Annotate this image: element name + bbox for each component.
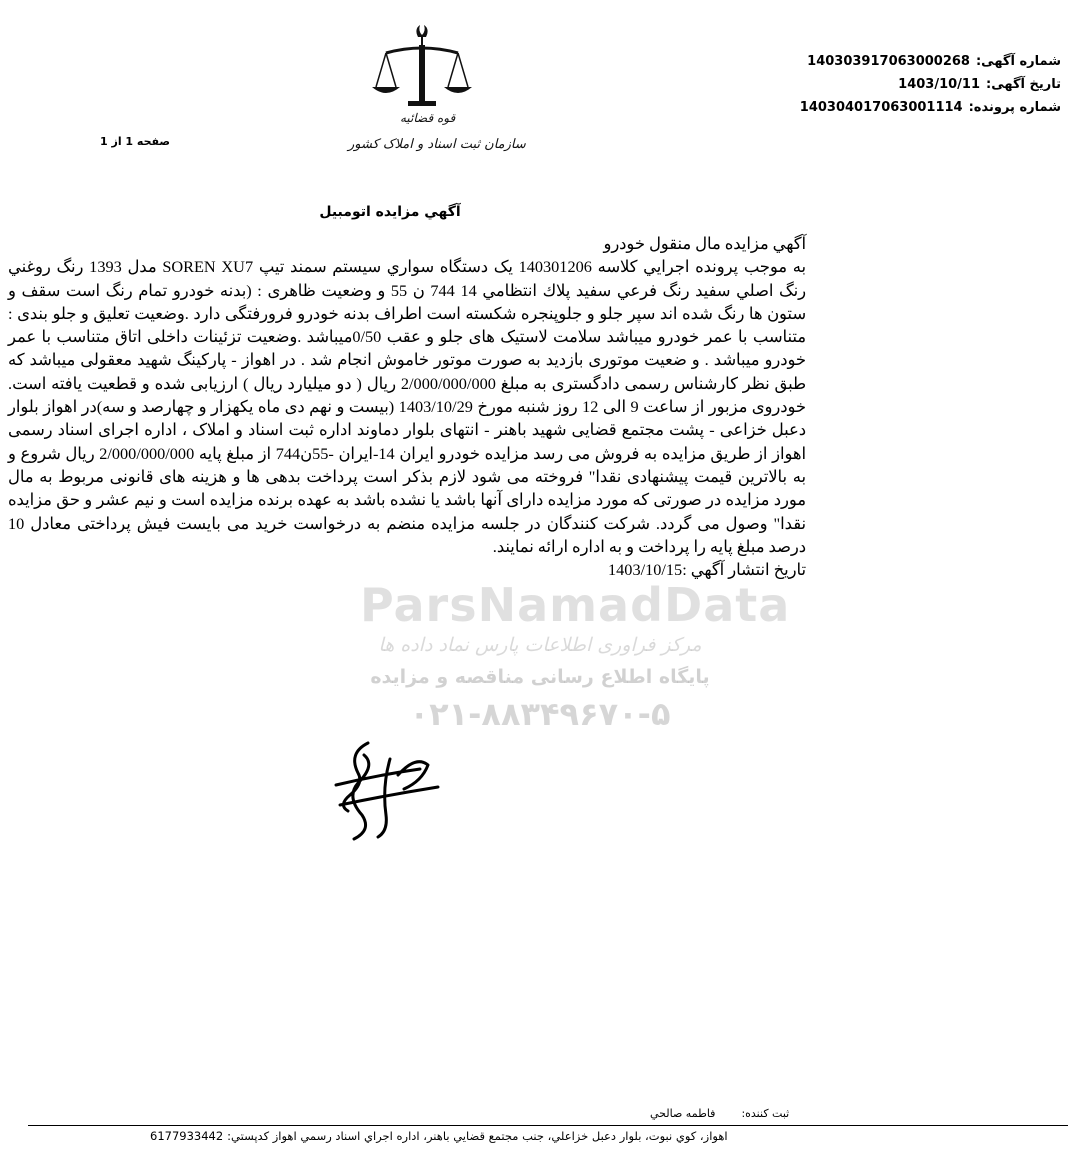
document-title: آگهي مزايده اتومبيل [319, 204, 461, 220]
emblem-line-judiciary: قوه قضائیه [400, 111, 456, 125]
scales-of-justice-icon [348, 25, 498, 125]
footer-address-text: اهواز، كوي نبوت، بلوار دعبل خزاعلي، جنب مجتمع قضايي باهنر، اداره اجراي اسناد رسمي اهواز كدپستي: [227, 1129, 728, 1143]
body-paragraph: به موجب پرونده اجرايي كلاسه 140301206 يک دستگاه سواري سيستم سمند تيپ SOREN XU7 مدل 1393 رنگ روغني رنگ اصلي سفيد رنگ فرعي سفيد پلاك انتظامي 14 744 ن 55 و وضعيت ظاهرى : (بدنه خودرو تمام رنگ است سقف و ستون ها رنگ شده اند سپر جلو و جلوپنجره شكسته است اطراف بدنه خودرو فرورفتگى دارد .وضعيت تعليق و جلو بندى : متناسب با عمر خودرو ميباشد سلامت لاستيک هاى جلو و عقب 0/50ميباشد .وضعيت تزئينات داخلى اتاق متناسب با عمر خودرو ميباشد . و ضعيت موتورى بازديد به صورت موتور خاموش انجام شد . در اهواز - پاركينگ شهيد معقولى ميباشد كه طبق نظر كارشناس رسمى دادگسترى به مبلغ 2/000/000/000 ريال ( دو ميليارد ريال ) ارزيابى شده و قطعيت يافته است. خودروى مزبور از ساعت 9 الى 12 روز شنبه مورخ 1403/10/29 (بيست و نهم دى ماه يكهزار و چهارصد و سه)در اهواز بلوار دعبل خزاعى - پشت مجتمع قضايى شهيد باهنر - انتهاى بلوار دماوند اداره ثبت اسناد و املاک ، اداره اجراى اسناد رسمى اهواز از طريق مزايده به فروش مى رسد مزايده خودرو ايران 14-ايران -55ن744 از مبلغ پايه 2/000/000/000 ريال شروع و به بالاترين قيمت پيشنهادى نقدا" فروخته مى شود لازم بذكر است پرداخت بدهى ها و هزينه هاى قانونى مربوط به مال مورد مزايده در صورتى كه مورد مزايده داراى آنها باشد يا نشده باشد به عهده برنده مزايده است و نيم عشر و حق مزايده نقدا" وصول مى گردد. شركت كنندگان در جلسه مزايده منضم به درخواست خريد مى بايست فيش پرداختى معادل 10 درصد مبلغ پايه را پرداخت و به اداره ارائه نمايند. [8, 257, 807, 556]
case-number-label: شماره پرونده: [968, 100, 1061, 115]
ad-info-block [731, 50, 1061, 119]
ad-date-value: 1403/10/11 [898, 77, 981, 92]
page-number: صفحه 1 از 1 [100, 135, 171, 148]
registrar-label: ثبت كننده: [741, 1107, 790, 1120]
handwritten-signature [328, 735, 448, 845]
ad-date-row [731, 73, 1061, 96]
case-number-row [731, 96, 1061, 119]
watermark-phone: ۰۲۱-۸۸۳۴۹۶۷۰-۵ [409, 695, 671, 733]
watermark-center-name: مرکز فراوری اطلاعات پارس نماد داده ها [378, 634, 702, 656]
watermark [360, 578, 791, 755]
ad-number-row [731, 50, 1061, 73]
body-heading: آگهي مزايده مال منقول خودرو [603, 234, 806, 253]
ad-number-value: 140303917063000268 [807, 54, 970, 69]
footer-address [150, 1129, 728, 1143]
ad-date-label: تاریخ آگهی: [986, 77, 1061, 92]
footer-postal-code: 6177933442 [150, 1129, 224, 1143]
case-number-value: 140304017063001114 [799, 100, 963, 115]
registrar-name: فاطمه صالحي [650, 1107, 716, 1120]
footer-divider [28, 1125, 1068, 1126]
announcement-body [8, 232, 806, 581]
ad-number-label: شماره آگهی: [975, 54, 1061, 69]
emblem-line-organization: سازمان ثبت اسناد و املاک کشور [348, 137, 526, 152]
publish-date: تاريخ انتشار آگهي :1403/10/15 [608, 560, 806, 580]
registrar-line [650, 1107, 789, 1120]
watermark-portal-name: پایگاه اطلاع رسانی مناقصه و مزایده [370, 666, 710, 688]
watermark-brand: ParsNamadData [360, 578, 791, 632]
judiciary-emblem [348, 25, 526, 165]
